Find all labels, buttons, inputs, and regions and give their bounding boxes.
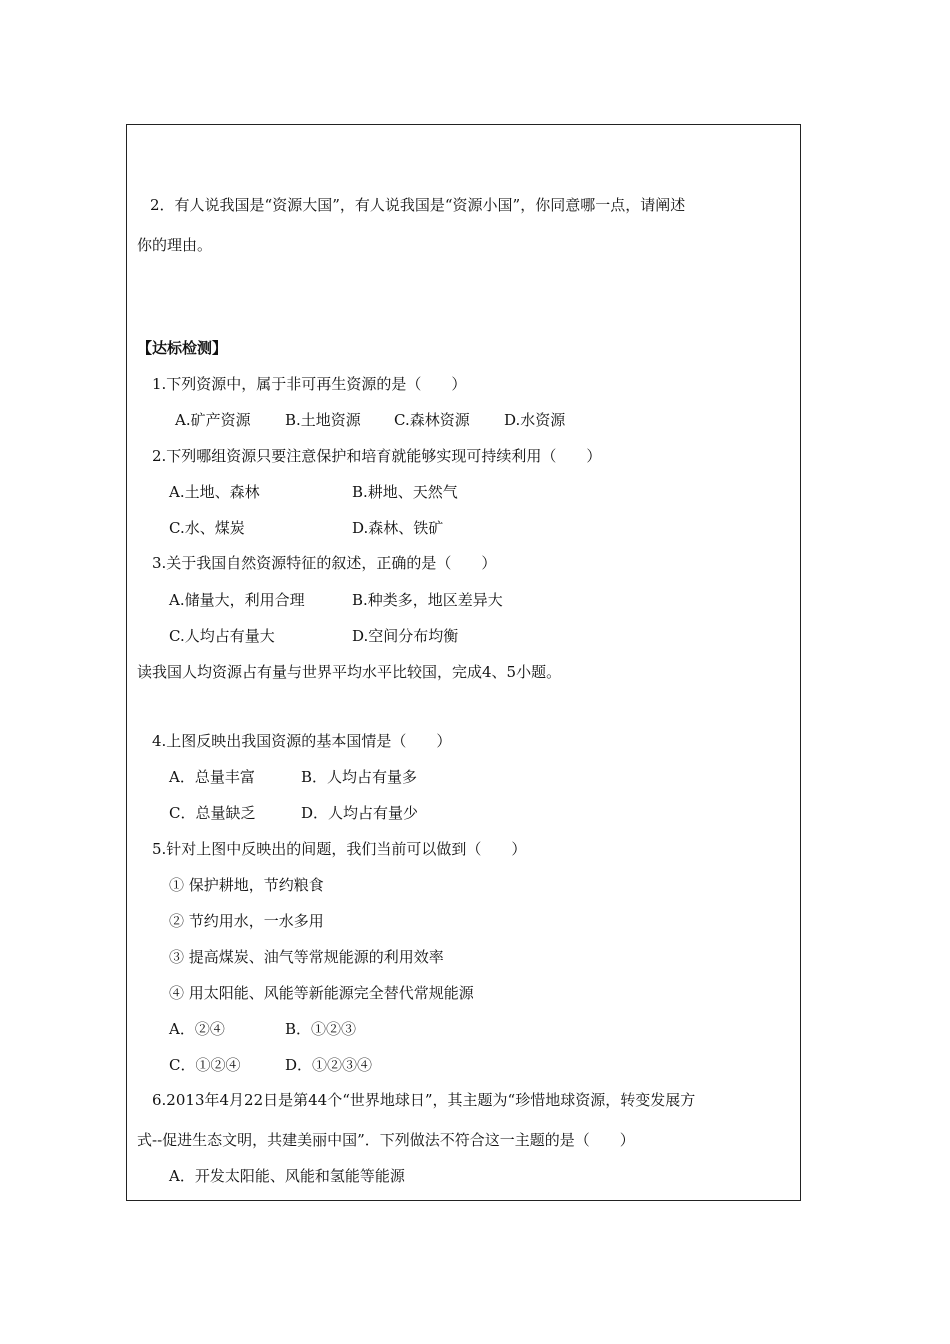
q1-option-d: D.水资源 <box>504 411 566 429</box>
q1-stem: 1.下列资源中，属于非可再生资源的是（ ） <box>152 375 467 393</box>
q1-option-b: B.土地资源 <box>285 411 361 429</box>
q6-option-a: A．开发太阳能、风能和氢能等能源 <box>169 1167 405 1185</box>
q5-stem: 5.针对上图中反映出的间题，我们当前可以做到（ ） <box>152 840 527 858</box>
essay-question-line2: 你的理由。 <box>137 236 213 254</box>
q5-statement-4: ④ 用太阳能、风能等新能源完全替代常规能源 <box>169 984 474 1002</box>
q4-option-d: D．人均占有量少 <box>301 804 419 822</box>
q5-option-b: B．①②③ <box>285 1020 357 1038</box>
q3-stem: 3.关于我国自然资源特征的叙述，正确的是（ ） <box>152 554 497 572</box>
q4-option-b: B．人均占有量多 <box>301 768 418 786</box>
q5-option-d: D．①②③④ <box>285 1056 373 1074</box>
essay-question-line1: 2．有人说我国是“资源大国”，有人说我国是“资源小国”，你同意哪一点，请阐述 <box>150 196 686 214</box>
q5-statement-3: ③ 提高煤炭、油气等常规能源的利用效率 <box>169 948 444 966</box>
q4-option-a: A．总量丰富 <box>169 768 255 786</box>
q3-option-d: D.空间分布均衡 <box>352 627 459 645</box>
q2-option-a: A.土地、森林 <box>169 483 260 501</box>
q2-option-d: D.森林、铁矿 <box>352 519 444 537</box>
q4-option-c: C．总量缺乏 <box>169 804 256 822</box>
q5-statement-2: ② 节约用水，一水多用 <box>169 912 324 930</box>
read-instruction: 读我国人均资源占有量与世界平均水平比较国，完成4、5小题。 <box>137 663 562 681</box>
q6-stem-line2: 式--促进生态文明，共建美丽中国”．下列做法不符合这一主题的是（ ） <box>137 1131 635 1149</box>
q5-option-a: A．②④ <box>169 1020 225 1038</box>
q2-stem: 2.下列哪组资源只要注意保护和培育就能够实现可持续利用（ ） <box>152 447 602 465</box>
q2-option-b: B.耕地、天然气 <box>352 483 458 501</box>
q3-option-c: C.人均占有量大 <box>169 627 275 645</box>
q5-option-c: C．①②④ <box>169 1056 241 1074</box>
section-title: 【达标检测】 <box>137 339 228 357</box>
q3-option-a: A.储量大，利用合理 <box>169 591 305 609</box>
q4-stem: 4.上图反映出我国资源的基本国情是（ ） <box>152 732 452 750</box>
q1-option-c: C.森林资源 <box>394 411 470 429</box>
q6-stem-line1: 6.2013年4月22日是第44个“世界地球日”，其主题为“珍惜地球资源，转变发展方 <box>152 1091 696 1109</box>
q2-option-c: C.水、煤炭 <box>169 519 245 537</box>
q5-statement-1: ① 保护耕地，节约粮食 <box>169 876 324 894</box>
q3-option-b: B.种类多，地区差异大 <box>352 591 503 609</box>
q1-option-a: A.矿产资源 <box>175 411 251 429</box>
